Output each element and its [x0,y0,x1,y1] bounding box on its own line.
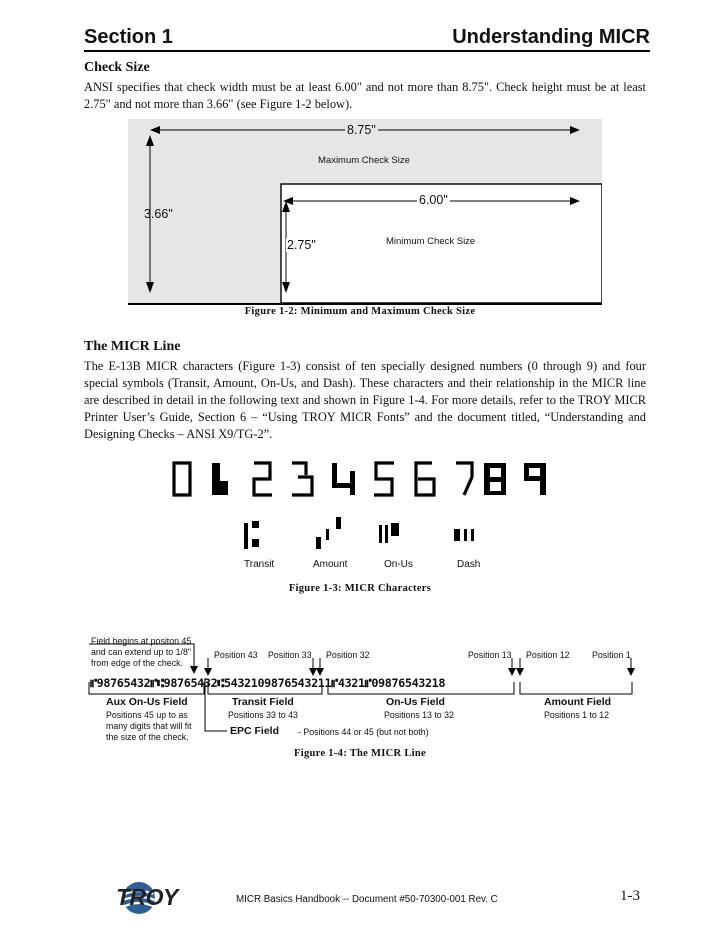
position-43-label: Position 43 [214,650,258,660]
max-width-label: 8.75" [347,123,376,137]
micr-digit-2 [254,463,272,495]
micr-digit-5 [374,463,394,495]
micr-digit-1 [212,463,228,495]
onus-field-sub: Positions 13 to 32 [384,710,454,720]
check-size-paragraph: ANSI specifies that check width must be at least 6.00" and not more than 8.75". Check height must be at least 2.75" and not more than 3.66" (see Figure 1-2 below). [84,80,646,111]
micr-line-heading: The MICR Line [84,339,181,354]
troy-logo-text: TROY [116,884,178,910]
position-33-label: Position 33 [268,650,312,660]
min-check-label: Minimum Check Size [386,236,476,247]
check-size-diagram [128,119,602,303]
position-1-label: Position 1 [592,650,631,660]
transit-field-sub: Positions 33 to 43 [228,710,298,720]
transit-symbol [244,521,259,549]
transit-field-title: Transit Field [232,696,294,708]
figure-1-2-caption: Figure 1-2: Minimum and Maximum Check Size [244,306,476,317]
check-size-heading: Check Size [84,60,150,75]
figure-1-3-caption: Figure 1-3: MICR Characters [288,583,432,594]
section-label: Section 1 [84,26,173,48]
figure-micr-characters [160,455,560,580]
footer-document-info: MICR Basics Handbook -- Document #50-70300-001 Rev. C [236,894,498,905]
epc-field-title: EPC Field [230,725,280,737]
micr-digit-7 [456,463,472,495]
figure-1-4-caption: Figure 1-4: The MICR Line [294,748,426,759]
header-rule [84,50,650,52]
onus-field-title: On-Us Field [386,696,445,708]
section-title: Understanding MICR [452,26,650,48]
max-height-label: 3.66" [144,207,173,221]
min-height-label: 2.75" [287,238,316,252]
position-12-label: Position 12 [526,650,570,660]
figure-check-size [128,119,602,305]
aux-field-sub1: Positions 45 up to as [106,710,188,720]
position-13-label: Position 13 [468,650,512,660]
micr-digit-9 [524,463,546,495]
page-number: 1-3 [620,888,640,904]
transit-label: Transit [244,559,275,570]
amount-label: Amount [313,559,348,570]
micr-digit-3 [292,463,312,495]
position-32-label: Position 32 [326,650,370,660]
dash-label: Dash [457,559,481,570]
micr-digit-8 [484,463,506,495]
onus-symbol [379,523,399,543]
onus-label: On-Us [384,559,413,570]
epc-field-sub: - Positions 44 or 45 (but not both) [298,727,429,737]
figure-micr-line [84,628,650,748]
micr-characters-drawing [160,455,560,580]
min-width-label: 6.00" [419,193,448,207]
micr-digit-0 [174,463,190,495]
amount-field-title: Amount Field [544,696,612,708]
dash-symbol [454,529,474,541]
page-header [84,22,650,52]
field-note-line1: Field begins at positon 45 [91,636,192,646]
micr-digit-4 [332,463,355,495]
aux-field-sub3: the size of the check. [106,732,189,742]
micr-digit-6 [416,463,434,495]
field-note-line3: from edge of the check. [91,658,183,668]
aux-field-title: Aux On-Us Field [106,696,188,708]
aux-field-sub2: many digits that will fit [106,721,192,731]
max-check-label: Maximum Check Size [318,155,410,166]
micr-line-paragraph: The E-13B MICR characters (Figure 1-3) consist of ten specially designed numbers (0 through 9) and four special symbols (Transit, Amount, On-Us, and Dash). These characters and their relationship in the MICR line are described in detail in the following text and shown in Figure 1-4. For more details, refer to the TROY MICR Printer User’s Guide, Section 6 – “Using TROY MICR Fonts” and the document titled, “Understanding and Designing Checks – ANSI X9/TG-2”. [84,359,646,441]
field-note-line2: and can extend up to 1/8" [91,647,191,657]
amount-symbol [316,517,341,549]
amount-field-sub: Positions 1 to 12 [544,710,610,720]
micr-sample-line: ⑈98765432⑈⑆98765432⑆5432109876543211⑈4321⑈09876543218 [90,676,446,690]
